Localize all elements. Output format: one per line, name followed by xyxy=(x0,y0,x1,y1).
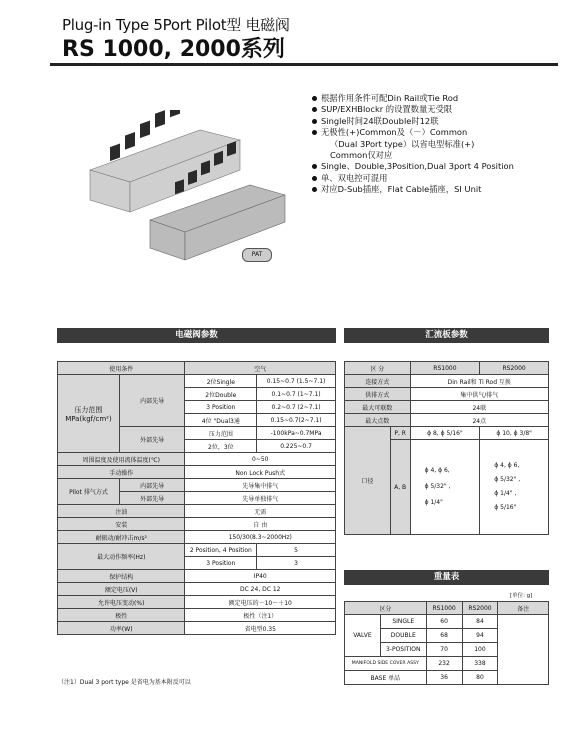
row-label: 供排方式 xyxy=(345,388,411,401)
weight-table-title: 重量表 xyxy=(344,570,549,585)
feature-item: 单、双电控可混用 xyxy=(312,173,572,184)
cell: Non Lock Push式 xyxy=(185,466,336,479)
cell: 无需 xyxy=(185,505,336,518)
manifold-spec-table xyxy=(344,361,549,535)
cell: 2位Single xyxy=(185,375,257,388)
cell: 0.1~0.7 (1~7.1) xyxy=(257,388,336,401)
cell: 压力范围 xyxy=(185,427,257,440)
row-label: 周围温度及使用流体温度(℃) xyxy=(58,453,185,466)
internal-pilot-label: 内部先导 xyxy=(119,375,185,427)
cell: ϕ 4, ϕ 6, ϕ 5/32" , ϕ 1/4" , ϕ 5/16" xyxy=(480,440,549,535)
cell: 集中供气/排气 xyxy=(410,388,548,401)
row-label: Pilot 排气方式 xyxy=(58,479,120,505)
cell: 先导单独排气 xyxy=(185,492,336,505)
cell: 68 xyxy=(426,629,462,643)
cell: 0.225~0.7 xyxy=(257,440,336,453)
cell: 省电型0.35 xyxy=(185,622,336,635)
cell: 0.2~0.7 (2~7.1) xyxy=(257,401,336,414)
row-label: 额定电压(V) xyxy=(58,583,185,596)
page-subtitle: Plug-in Type 5Port Pilot型 电磁阀 xyxy=(62,16,290,34)
cell: 3 Position xyxy=(185,401,257,414)
col-head: 备注 xyxy=(498,602,549,615)
row-label: 极性 xyxy=(58,609,185,622)
cell: 70 xyxy=(426,643,462,657)
feature-item: 对应D-Sub插座，Flat Cable插座，SI Unit xyxy=(312,184,572,195)
valve-table-title: 电磁阀参数 xyxy=(57,328,336,343)
row-label: 最大点数 xyxy=(345,414,411,427)
row-label: 手动操作 xyxy=(58,466,185,479)
cell: 0.15~0.7 (1.5~7.1) xyxy=(257,375,336,388)
cell: 232 xyxy=(426,657,462,671)
feature-list xyxy=(312,93,572,196)
cell: SINGLE xyxy=(380,615,426,629)
cell: ϕ 8, ϕ 5/16" xyxy=(410,427,480,440)
cell: 额定电压的－10～＋10 xyxy=(185,596,336,609)
row-label: P, R xyxy=(390,427,410,440)
col-head: RS1000 xyxy=(426,602,462,615)
manifold-table-title: 汇流板参数 xyxy=(344,328,549,343)
col-head: RS2000 xyxy=(462,602,498,615)
cell: 94 xyxy=(462,629,498,643)
cell: -100kPa~0.7MPa xyxy=(257,427,336,440)
cell: 338 xyxy=(462,657,498,671)
pressure-label: 压力范围 MPa(kgf/cm²) xyxy=(58,375,120,453)
cell: 100 xyxy=(462,643,498,657)
col-head: RS1000 xyxy=(410,362,480,375)
row-label: 外部先导 xyxy=(119,492,185,505)
row-label: 允许电压变动(%) xyxy=(58,596,185,609)
row-label: 内部先导 xyxy=(119,479,185,492)
cell: 3 Position xyxy=(185,557,257,570)
row-label: 注油 xyxy=(58,505,185,518)
page-title: RS 1000, 2000系列 xyxy=(62,37,285,62)
remark-cell xyxy=(498,615,549,685)
col-head: 区 分 xyxy=(345,362,411,375)
cell: 60 xyxy=(426,615,462,629)
footnote: （注1）Dual 3 port type 是省电为基本附反可以 xyxy=(58,679,191,686)
feature-subline: （Dual 3Port type）以省电型标准(+) xyxy=(330,138,475,149)
cell: 4位 "Dual3通 xyxy=(185,414,257,427)
cell: 先导集中排气 xyxy=(185,479,336,492)
row-label: MANIFOLD SIDE COVER ASSY xyxy=(345,657,427,671)
row-label: 安装 xyxy=(58,518,185,531)
feature-item: 根据作用条件可配Din Rail或Tie Rod xyxy=(312,93,572,104)
col-head: 使用条件 xyxy=(58,362,185,375)
cell: Din Rail和 Ti Rod 互换 xyxy=(410,375,548,388)
weight-table xyxy=(344,601,549,685)
cell: 3 xyxy=(257,557,336,570)
cell: ϕ 10, ϕ 3/8" xyxy=(480,427,549,440)
row-label: 连接方式 xyxy=(345,375,411,388)
pat-badge: PAT xyxy=(242,248,272,262)
cell: DOUBLE xyxy=(380,629,426,643)
cell: 2 Position, 4 Position xyxy=(185,544,257,557)
feature-item: SUP/EXHBlockr 的设置数量无受限 xyxy=(312,104,572,115)
cell: DC 24, DC 12 xyxy=(185,583,336,596)
cell: 3-POSITION xyxy=(380,643,426,657)
cell: 极性（注1） xyxy=(185,609,336,622)
cell: ϕ 4, ϕ 6, ϕ 5/32" , ϕ 1/4" xyxy=(410,440,480,535)
col-head: 空气 xyxy=(185,362,336,375)
cell: 0~50 xyxy=(185,453,336,466)
row-label: 耐振动/耐冲击m/s² xyxy=(58,531,185,544)
external-pilot-label: 外部先导 xyxy=(119,427,185,453)
cell: 24联 xyxy=(410,401,548,414)
port-label: 口径 xyxy=(345,427,391,535)
feature-item: Single时间24联Double时12联 xyxy=(312,116,572,127)
cell: 2位，3位 xyxy=(185,440,257,453)
row-label: BASE 单品 xyxy=(345,671,427,685)
row-label: VALVE xyxy=(345,615,381,657)
row-label: A, B xyxy=(390,440,410,535)
row-label: 保护结构 xyxy=(58,570,185,583)
feature-item: Single、Double,3Position,Dual 3port 4 Position xyxy=(312,161,572,172)
feature-item: 无极性(+)Common及（－）Common xyxy=(312,127,572,138)
cell: IP40 xyxy=(185,570,336,583)
cell: 24点 xyxy=(410,414,548,427)
cell: 80 xyxy=(462,671,498,685)
cell: 84 xyxy=(462,615,498,629)
cell: 36 xyxy=(426,671,462,685)
title-rule xyxy=(50,63,558,66)
cell: 0.15~0.7(2~7.1) xyxy=(257,414,336,427)
cell: 150/30(8.3~2000Hz) xyxy=(185,531,336,544)
col-head: 区分 xyxy=(345,602,427,615)
row-label: 最大可联数 xyxy=(345,401,411,414)
cell: 自 由 xyxy=(185,518,336,531)
row-label: 功率(W) xyxy=(58,622,185,635)
cell: 5 xyxy=(257,544,336,557)
feature-subline: Common仅对应 xyxy=(330,150,393,161)
valve-spec-table xyxy=(57,361,336,635)
unit-label: [单位: g] xyxy=(510,593,533,599)
cell: 2位Double xyxy=(185,388,257,401)
row-label: 最大动作频率(Hz) xyxy=(58,544,185,570)
col-head: RS2000 xyxy=(480,362,549,375)
